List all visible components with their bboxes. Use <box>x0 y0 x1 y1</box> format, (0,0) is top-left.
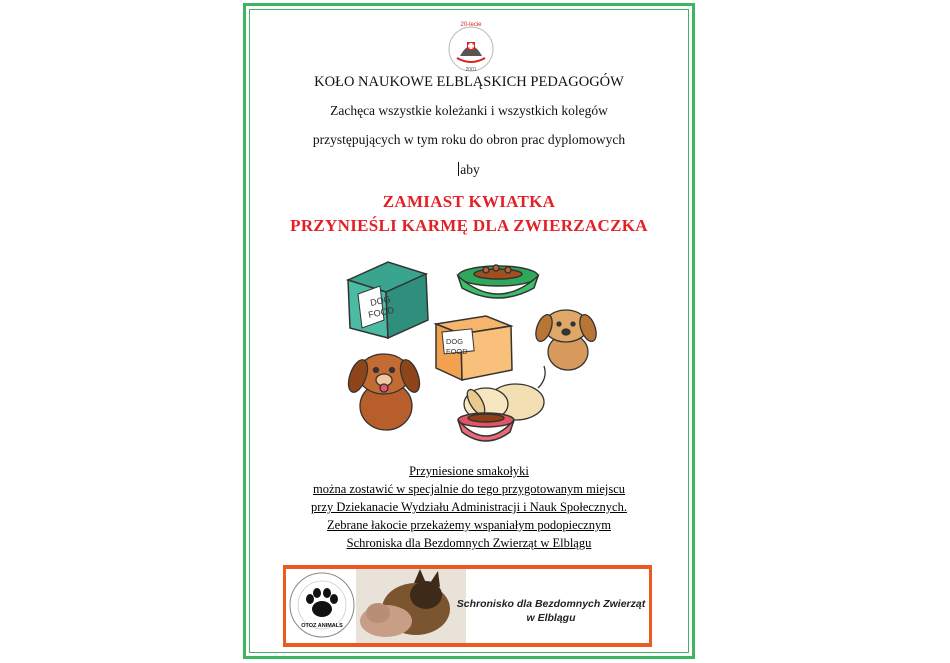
shelter-banner <box>283 565 652 647</box>
poster-page <box>243 3 695 659</box>
intro-line-3 <box>246 162 692 178</box>
shelter-name-line-2: w Elblągu <box>526 612 576 624</box>
logo-year: 2001 <box>465 67 477 73</box>
otoz-animals-badge <box>288 571 356 639</box>
intro-line-2: przystępujących w tym roku do obron prac dyplomowych <box>312 132 626 147</box>
headline-line-2: PRZYNIEŚLI KARMĘ DLA ZWIERZACZKA <box>290 216 648 235</box>
dog-food-illustration <box>336 256 611 456</box>
anniversary-logo <box>444 18 498 76</box>
shelter-name-line-1: Schronisko dla Bezdomnych Zwierząt <box>456 598 646 610</box>
note-line-2: można zostawić w specjalnie do tego przygotowanym miejscu <box>312 482 626 496</box>
note-line-3: przy Dziekanacie Wydziału Administracji i Nauk Społecznych. <box>311 500 627 514</box>
box-label-2: FOOD <box>446 347 468 356</box>
logo-top-text: 20-lecie <box>460 22 482 28</box>
info-note <box>246 462 692 552</box>
sitting-dog-small <box>533 310 600 370</box>
shelter-dog-photo <box>356 569 466 643</box>
pink-food-bowl <box>458 413 514 441</box>
note-line-4: Zebrane łakocie przekażemy wspaniałym podopiecznym <box>327 518 611 532</box>
sitting-dog-brown <box>345 354 424 430</box>
green-food-bowl <box>458 265 538 298</box>
box-label-1: DOG <box>446 337 464 346</box>
note-line-1: Przyniesione smakołyki <box>409 464 529 478</box>
note-line-5: Schroniska dla Bezdomnych Zwierząt w Elblągu <box>346 536 592 550</box>
bag-label-2: FOOD <box>367 304 395 320</box>
headline-line-1: ZAMIAST KWIATKA <box>382 192 556 211</box>
org-name: KOŁO NAUKOWE ELBLĄSKICH PEDAGOGÓW <box>314 74 624 90</box>
shelter-name <box>456 597 646 625</box>
bag-label-1: DOG <box>369 293 392 308</box>
badge-text: OTOZ ANIMALS <box>301 623 343 629</box>
intro-line-1: Zachęca wszystkie koleżanki i wszystkich kolegów <box>330 103 608 118</box>
intro-line-3-text: aby <box>460 162 480 177</box>
